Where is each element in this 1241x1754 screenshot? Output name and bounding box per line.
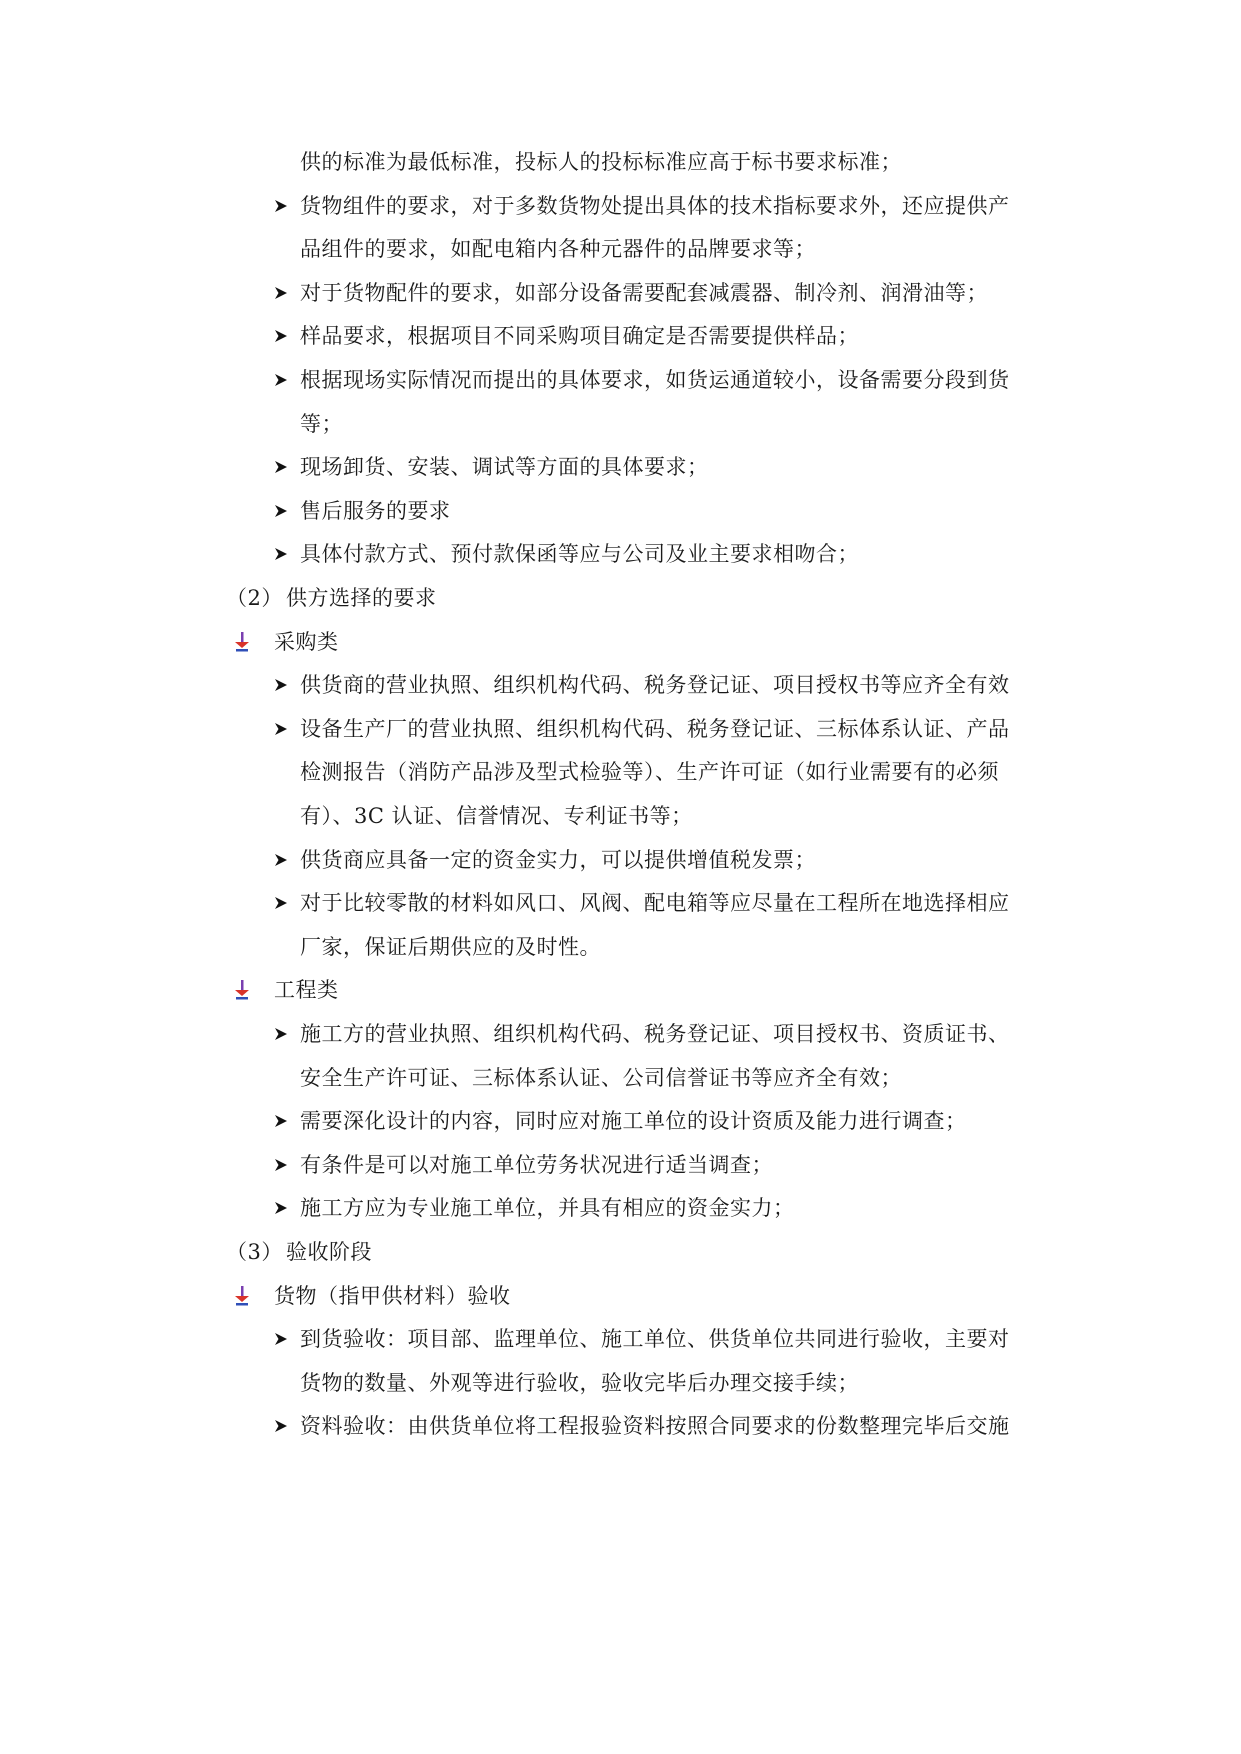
bullet-item: 现场卸货、安装、调试等方面的具体要求； [300,455,709,479]
arrow-bullet-icon [274,678,288,692]
section-heading: 验收阶段 [286,1240,372,1264]
subsection-heading: 采购类 [274,630,339,654]
bullet-item: 供货商的营业执照、组织机构代码、税务登记证、项目授权书等应齐全有效 [300,673,1010,697]
bullet-item: 售后服务的要求 [300,499,451,523]
bullet-item: 需要深化设计的内容，同时应对施工单位的设计资质及能力进行调查； [300,1109,967,1133]
continuation-line: 检测报告（消防产品涉及型式检验等）、生产许可证（如行业需要有的必须 [300,760,999,784]
continuation-line: 供的标准为最低标准，投标人的投标标准应高于标书要求标准； [300,150,902,174]
arrow-bullet-icon [274,1332,288,1346]
bullet-item: 设备生产厂的营业执照、组织机构代码、税务登记证、三标体系认证、产品 [300,717,1010,741]
bullet-item: 资料验收：由供货单位将工程报验资料按照合同要求的份数整理完毕后交施 [300,1414,1010,1438]
bullet-item: 具体付款方式、预付款保函等应与公司及业主要求相吻合； [300,542,859,566]
bullet-item: 供货商应具备一定的资金实力，可以提供增值税发票； [300,848,816,872]
arrow-bullet-icon [274,504,288,518]
diamond-bullet-icon [233,631,251,653]
arrow-bullet-icon [274,373,288,387]
bullet-item: 对于比较零散的材料如风口、风阀、配电箱等应尽量在工程所在地选择相应 [300,891,1010,915]
subsection-heading: 工程类 [274,978,339,1002]
continuation-line: 等； [300,412,343,436]
arrow-bullet-icon [274,722,288,736]
bullet-item: 施工方的营业执照、组织机构代码、税务登记证、项目授权书、资质证书、 [300,1022,1010,1046]
arrow-bullet-icon [274,286,288,300]
arrow-bullet-icon [274,1158,288,1172]
continuation-line: 有）、3C 认证、信誉情况、专利证书等； [300,804,693,828]
section-heading: 供方选择的要求 [286,586,437,610]
arrow-bullet-icon [274,329,288,343]
continuation-line: 货物的数量、外观等进行验收，验收完毕后办理交接手续； [300,1371,859,1395]
bullet-item: 样品要求，根据项目不同采购项目确定是否需要提供样品； [300,324,859,348]
continuation-line: 品组件的要求，如配电箱内各种元器件的品牌要求等； [300,237,816,261]
section-number: （3） [226,1240,283,1264]
subsection-heading: 货物（指甲供材料）验收 [274,1284,511,1308]
continuation-line: 厂家，保证后期供应的及时性。 [300,935,601,959]
arrow-bullet-icon [274,1114,288,1128]
bullet-item: 有条件是可以对施工单位劳务状况进行适当调查； [300,1153,773,1177]
arrow-bullet-icon [274,460,288,474]
continuation-line: 安全生产许可证、三标体系认证、公司信誉证书等应齐全有效； [300,1066,902,1090]
arrow-bullet-icon [274,853,288,867]
bullet-item: 对于货物配件的要求，如部分设备需要配套减震器、制冷剂、润滑油等； [300,281,988,305]
arrow-bullet-icon [274,1201,288,1215]
section-number: （2） [226,586,283,610]
diamond-bullet-icon [233,979,251,1001]
arrow-bullet-icon [274,547,288,561]
bullet-item: 到货验收：项目部、监理单位、施工单位、供货单位共同进行验收，主要对 [300,1327,1010,1351]
bullet-item: 根据现场实际情况而提出的具体要求，如货运通道较小，设备需要分段到货 [300,368,1010,392]
bullet-item: 施工方应为专业施工单位，并具有相应的资金实力； [300,1196,795,1220]
bullet-item: 货物组件的要求，对于多数货物处提出具体的技术指标要求外，还应提供产 [300,194,1010,218]
arrow-bullet-icon [274,199,288,213]
arrow-bullet-icon [274,896,288,910]
arrow-bullet-icon [274,1027,288,1041]
arrow-bullet-icon [274,1419,288,1433]
diamond-bullet-icon [233,1285,251,1307]
